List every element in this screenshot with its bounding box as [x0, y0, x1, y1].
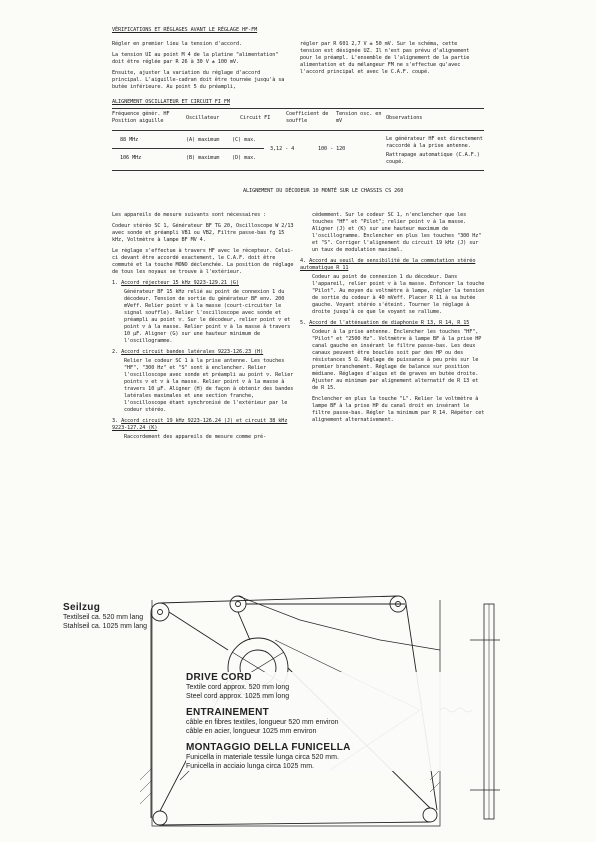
entr-line-2: câble en acier, longueur 1025 mm environ [186, 728, 317, 735]
decoder-intro-3: Le réglage s'effectue à travers HF avec le récepteur. Celui-ci devant être accordé exactement, le C.A.F. doit être commuté et la touche MONO déclenchée. La position de réglage de tous les noyaux se trouve à l'extérieur. [112, 248, 294, 275]
item-2-text: Relier le codeur SC 1 à la prise antenne. Les touches "HF", "300 Hz" et "S" sont à enclencher. Relier l'oscilloscope avec sonde et préampli au point ▽. Relier points ▽ et ▽ à la masse. Relier point ▽ à la masse à travers 10 µF. Aligner (H) de façon à obtenir des bandes latérales maximales et une section franche, l'oscilloscope étant synchronisé de l'extérieur par le codeur stéréo. [124, 358, 294, 413]
decoder-intro-1: Les appareils de mesure suivants sont nécessaires : [112, 212, 267, 218]
verification-right-column [300, 41, 480, 80]
row2-osc: (B) maximum [186, 155, 220, 161]
drive-line-1: Textile cord approx. 520 mm long [186, 684, 290, 691]
seilzug-title: Seilzug [63, 602, 101, 613]
table-bottom-rule [112, 170, 484, 171]
observation-1: Le générateur HF est directement raccordé à la prise antenne. [386, 136, 483, 149]
table-header-rule [112, 130, 484, 131]
item-4-text: Codeur au point de connexion 1 du décodeur. Dans l'appareil, relier point ▽ à la masse. Enfoncer la touche "Pilot". Au moyen du voltmètre à lampe, régler la tension de sortie du codeur à 40 mVeff. Placer R 11 à sa butée gauche. Voyant stéréo s'éteint. Tourner le réglage à droite jusqu'à ce que le voyant se rallume. [312, 274, 485, 315]
decoder-item-2 [112, 349, 294, 356]
decoder-right-intro: cédemment. Sur le codeur SC 1, n'enclencher que les touches "HF" et "Pilot"; relier point ▽ à la masse. Aligner (J) et (K) sur une hauteur maximum de l'oscillogramme. Enclencher en plus les touches "300 Hz" et "S". Corriger l'alignement du circuit 19 kHz (J) sur un taux de modulation maximal. [312, 212, 482, 253]
item-4-num: 4. [300, 258, 307, 264]
verification-heading: VÉRIFICATIONS ET RÉGLAGES AVANT LE RÉGLAGE HF-FM [112, 27, 258, 33]
cord-caption-block [186, 672, 476, 771]
row1-osc: (A) maximum [186, 137, 220, 143]
row-divider [112, 148, 264, 149]
montaggio-title: MONTAGGIO DELLA FUNICELLA [186, 742, 351, 753]
verification-para-3: Ensuite, ajuster la variation du réglage d'accord principal. L'aiguille-cadran doit être tournée jusqu'à sa butée inférieure. Au point 5 du préampli, [112, 70, 285, 90]
item-1-title: Accord réjecteur 15 kHz 9223-129.21 (G) [121, 280, 239, 286]
seilzug-caption [63, 602, 173, 631]
seilzug-line-2: Stahlseil ca. 1025 mm lang [63, 623, 148, 630]
entrainement-title: ENTRAINEMENT [186, 707, 270, 718]
row2-fi: (D) max. [232, 155, 257, 161]
item-5-text2: Enclencher en plus la touche "L". Relier le voltmètre à lampe BF à la prise HP du canal droit en insérant le filtre passe-bas. Régler la minimum par R 14. Répéter cet alignement alternativement. [312, 396, 485, 423]
verification-para-1: Régler en premier lieu la tension d'accord. [112, 41, 242, 47]
alignment-heading: ALIGNEMENT OSCILLATEUR ET CIRCUIT FI FM [112, 99, 230, 105]
col-header-observations: Observations [386, 115, 423, 121]
souffle-value: 3,12 - 4 [270, 146, 295, 152]
drive-line-2: Steel cord approx. 1025 mm long [186, 693, 290, 700]
decoder-heading: ALIGNEMENT DU DÉCODEUR 10 MONTÉ SUR LE CHASSIS CS 260 [243, 188, 404, 194]
observation-2: Rattrapage automatique (C.A.F.) coupé. [386, 152, 480, 165]
item-1-text: Générateur BF 15 kHz relié au point de connexion 1 du décodeur. Tension de sortie du générateur BF env. 200 mVeff. Relier point ▽ à la masse (court-circuiter le signal souffle). Relier l'oscilloscope avec sonde et préampli au point ▽. Sur le décodeur, relier point ▽ et point ▽ à la masse. Relier point ▽ à la masse à travers 10 µF. Aligner (G) sur une hauteur minimum de l'oscillogramme. [124, 289, 291, 344]
entr-line-1: câble en fibres textiles, longueur 520 mm environ [186, 719, 339, 726]
decoder-left-column [112, 212, 294, 445]
item-5-text: Codeur à la prise antenne. Enclencher les touches "HF", "Pilot" et "2500 Hz". Voltmètre à lampe BF à la prise HP canal gauche en insérant le filtre passe-bas. Les deux canaux peuvent être bouclés soit par des HP ou des résistances 5 Ω. Réglage de puissance à peu près sur le premier branchement. Réglage de balance sur position médiane. Réglages d'aigus et de graves en butée droite. Ajuster au minimum par alignement alternatif de R 13 et de R 15. [312, 329, 482, 391]
col-header-souffle: Coefficient de souffle [286, 111, 329, 124]
tension-value: 100 - 120 [318, 146, 346, 152]
item-1-num: 1. [112, 280, 119, 286]
row1-fi: (C) max. [232, 137, 257, 143]
verification-left-column [112, 41, 292, 95]
seilzug-line-1: Textilseil ca. 520 mm lang [63, 614, 144, 621]
col-header-fi: Circuit FI [240, 115, 271, 121]
col-header-tension: Tension osc. en mV [336, 111, 382, 124]
col-header-freq: Fréquence génér. HF Position aiguille [112, 111, 170, 124]
item-5-title: Accord de l'atténuation de diaphonie R 13, R 14, R 15 [309, 320, 470, 326]
row2-freq: 106 MHz [120, 155, 142, 161]
item-2-title: Accord circuit bandes latérales 9223-126.23 (H) [121, 349, 264, 355]
decoder-item-3 [112, 418, 294, 432]
decoder-item-5 [300, 320, 486, 327]
item-2-num: 2. [112, 349, 119, 355]
item-3-num: 3. [112, 418, 119, 424]
pulley-bottom-right [423, 808, 437, 822]
mont-line-2: Funicella in acciaio lunga circa 1025 mm. [186, 763, 315, 770]
verification-para-4: régler par R 601 2,7 V ± 50 mV. Sur le schéma, cette tension est désignée UZ. Il n'est pas prévu d'alignement pour le préampl. L'ensemble de l'alignement de la partie alimentation et du mélangeur FM ne s'effectue qu'avec l'accord principal et avec le C.A.F. coupé. [300, 41, 470, 75]
decoder-intro-2: Codeur stéréo SC 1, Générateur BF TG 20, Oscilloscope W 2/13 avec sonde et préampli VB1 ou VB2, Filtre passe-bas fg 15 kHz, Voltmètre à lampe BF MV 4. [112, 223, 294, 243]
decoder-right-column [300, 212, 486, 428]
item-5-num: 5. [300, 320, 307, 326]
decoder-item-1 [112, 280, 294, 287]
item-3-text: Raccordement des appareils de mesure comme pré- [124, 434, 267, 440]
decoder-item-4 [300, 258, 486, 272]
item-3-title: Accord circuit 19 kHz 9223-126.24 (J) et circuit 38 kHz 9223-127.24 (K) [112, 418, 288, 431]
pulley-bottom-left [153, 811, 167, 825]
item-4-title: Accord au seuil de sensibilité de la commutation stéréo automatique R 11 [300, 258, 476, 271]
verification-para-2: La tension UI au point M 4 de la platine "alimentation" doit être réglée par R 26 à 30 V ± 100 mV. [112, 52, 279, 65]
col-header-osc: Oscillateur [186, 115, 220, 121]
mont-line-1: Funicella in materiale tessile lunga circa 520 mm. [186, 754, 339, 761]
drive-cord-title: DRIVE CORD [186, 672, 252, 683]
table-top-rule [112, 108, 484, 109]
row1-freq: 88 MHz [120, 137, 139, 143]
